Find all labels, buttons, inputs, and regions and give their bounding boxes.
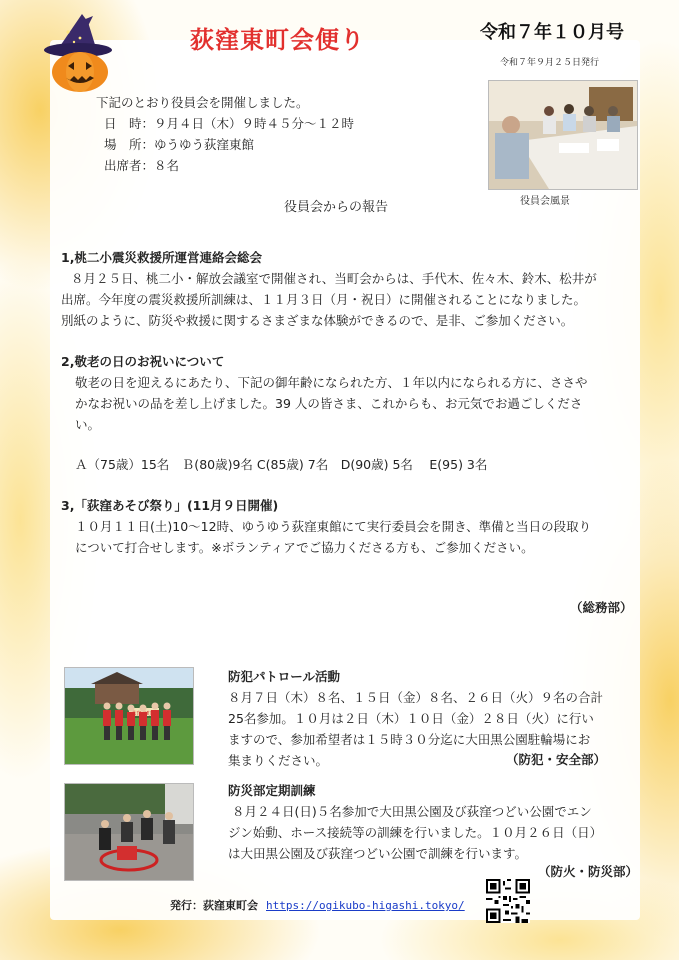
patrol-line: ８月７日（木）８名、１５日（金）８名、２６日（火）９名の合計 xyxy=(228,690,604,705)
footer-publisher xyxy=(170,897,465,913)
section-1-line: 別紙のように、防災や救援に関するさまざまな体験ができるので、是非、ご参加ください。 xyxy=(61,313,574,328)
section-1-line: ８月２５日、桃二小・解放会議室で開催され、当町会からは、手代木、佐々木、鈴木、松井が xyxy=(71,271,597,286)
qr-code-icon[interactable] xyxy=(486,879,530,923)
section-3-line: １０月１１日(土)10～12時、ゆうゆう荻窪東館にて実行委員会を開き、準備と当日の段取り xyxy=(75,519,592,534)
halloween-pumpkin-icon xyxy=(38,12,124,94)
section-3-line: について打合せします。※ボランティアでご協力くださる方も、ご参加ください。 xyxy=(75,540,534,555)
meeting-intro: 下記のとおり役員会を開催しました。 xyxy=(96,95,309,110)
newsletter-title: 荻窪東町会便り xyxy=(190,25,365,54)
section-1-heading: 1,桃二小震災救援所運営連絡会総会 xyxy=(61,250,262,265)
drill-heading: 防災部定期訓練 xyxy=(228,783,316,798)
patrol-heading: 防犯パトロール活動 xyxy=(228,669,341,684)
website-link[interactable]: https://ogikubo-higashi.tokyo/ xyxy=(266,899,465,912)
meeting-datetime: 日 時：９月４日（木）９時４５分～１２時 xyxy=(104,116,355,131)
issue-label: 令和７年１０月号 xyxy=(480,22,624,43)
section-2-line: かなお祝いの品を差し上げました。39 人の皆さま、これからも、お元気でお過ごしくださ xyxy=(75,396,583,411)
meeting-photo-caption: 役員会風景 xyxy=(520,196,570,207)
dept-general-affairs: （総務部） xyxy=(570,600,633,615)
section-2-ages: Ａ（75歳）15名 Ｂ(80歳)9名 C(85歳) 7名 D(90歳) 5名 E(95) 3名 xyxy=(75,457,488,472)
section-2-heading: 2,敬老の日のお祝いについて xyxy=(61,354,225,369)
section-3-heading: 3,「荻窪あそび祭り」(11月９日開催) xyxy=(61,498,279,513)
meeting-place: 場 所：ゆうゆう荻窪東館 xyxy=(104,137,255,152)
footer-label: 発行：荻窪東町会 xyxy=(170,899,258,912)
report-title: 役員会からの報告 xyxy=(284,200,389,215)
drill-photo xyxy=(64,783,194,881)
publish-date: 令和７年９月２５日発行 xyxy=(500,58,600,68)
patrol-line: ますので、参加希望者は１５時３０分迄に大田黒公園駐輪場にお xyxy=(228,732,591,747)
meeting-photo xyxy=(488,80,638,190)
dept-crime-prevention: （防犯・安全部） xyxy=(506,752,607,767)
drill-line: ジン始動、ホース接続等の訓練を行いました。１０月２６日（日） xyxy=(228,825,603,840)
patrol-photo xyxy=(64,667,194,765)
section-2-line: 敬老の日を迎えるにあたり、下記の御年齢になられた方、１年以内になられる方に、ささや xyxy=(75,375,588,390)
section-2-line: い。 xyxy=(75,417,101,432)
dept-fire-disaster: （防火・防災部） xyxy=(538,864,639,879)
patrol-line: 25名参加。１０月は２日（木）１０日（金）２８日（火）に行い xyxy=(228,711,594,726)
drill-line: は大田黒公園及び荻窪つどい公園で訓練を行います。 xyxy=(228,846,528,861)
section-1-line: 出席。今年度の震災救援所訓練は、１１月３日（月・祝日）に開催されることになりました。 xyxy=(61,292,587,307)
drill-line: ８月２４日(日)５名参加で大田黒公園及び荻窪つどい公園でエン xyxy=(232,804,592,819)
meeting-attendees: 出席者：８名 xyxy=(104,158,180,173)
patrol-line: 集まりください。 xyxy=(228,753,329,768)
